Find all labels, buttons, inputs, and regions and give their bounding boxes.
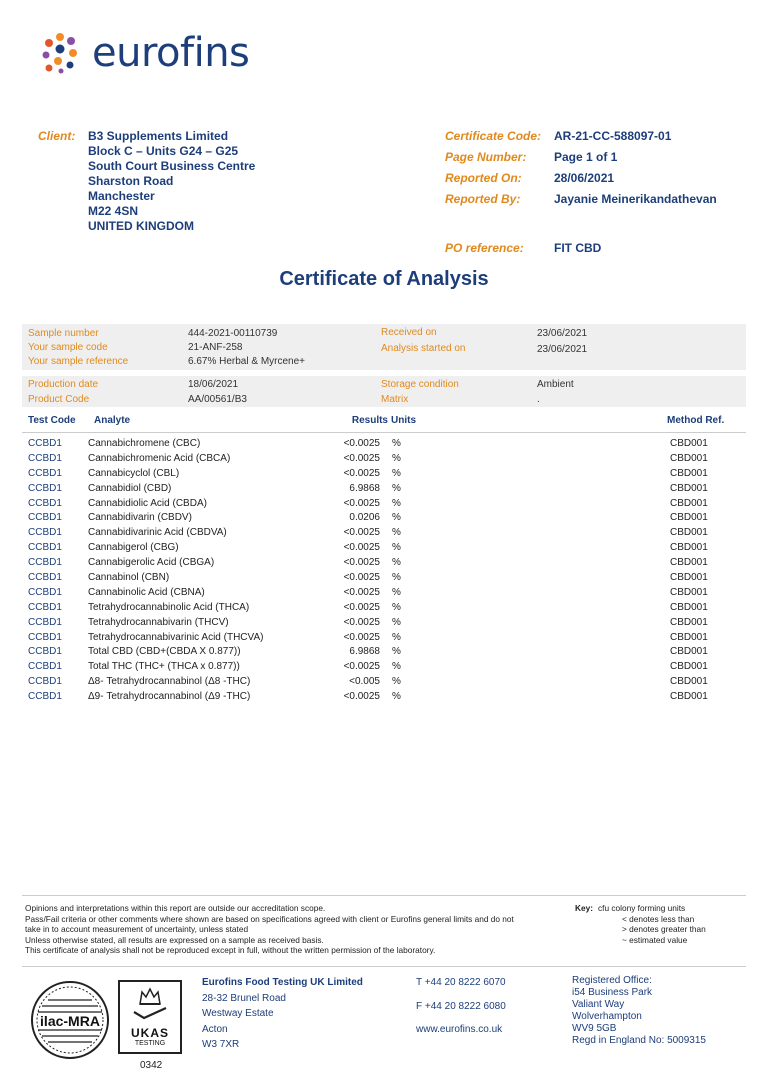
test-code-cell: CCBD1 <box>28 542 62 554</box>
analyte-cell: Cannabigerol (CBG) <box>88 542 179 554</box>
table-row <box>0 660 768 675</box>
unit-cell: % <box>392 467 401 479</box>
analyte-cell: Δ9- Tetrahydrocannabinol (Δ9 -THC) <box>88 691 251 703</box>
col-results: Results <box>351 415 388 426</box>
page-number: Page 1 of 1 <box>554 150 618 164</box>
result-cell: <0.0025 <box>343 497 380 509</box>
method-ref-cell: CBD001 <box>670 467 708 479</box>
table-row <box>0 586 768 601</box>
ilac-mra-text: ilac-MRA <box>40 1013 100 1029</box>
footer-note: Unless otherwise stated, all results are expressed on a sample as received basis. <box>25 934 324 945</box>
production-labels <box>28 378 98 407</box>
result-cell: <0.0025 <box>343 467 380 479</box>
client-line: Manchester <box>88 189 155 203</box>
footer-note: take in to account measurement of uncertainty, unless stated <box>25 924 249 935</box>
test-code-cell: CCBD1 <box>28 438 62 449</box>
unit-cell: % <box>392 542 401 554</box>
method-ref-cell: CBD001 <box>670 557 708 569</box>
sample-values <box>188 327 305 369</box>
analyte-cell: Cannabidivarin (CBDV) <box>88 512 192 524</box>
unit-cell: % <box>392 646 401 658</box>
client-label: Client: <box>38 129 76 143</box>
reported-on: 28/06/2021 <box>554 171 615 185</box>
result-cell: <0.005 <box>349 676 380 688</box>
result-cell: <0.0025 <box>343 661 380 673</box>
test-code-cell: CCBD1 <box>28 631 62 643</box>
analyte-cell: Total CBD (CBD+(CBDA X 0.877)) <box>88 646 241 658</box>
unit-cell: % <box>392 557 401 569</box>
col-units: Units <box>391 415 416 426</box>
method-ref-cell: CBD001 <box>670 631 708 643</box>
analyte-cell: Cannabigerolic Acid (CBGA) <box>88 557 215 569</box>
analyte-cell: Cannabicyclol (CBL) <box>88 467 180 479</box>
storage-condition: Ambient <box>537 379 574 390</box>
analyte-cell: Cannabinol (CBN) <box>88 572 170 584</box>
received-on: 23/06/2021 <box>537 328 588 339</box>
eurofins-logo-text: eurofins <box>92 30 250 76</box>
test-code-cell: CCBD1 <box>28 691 62 703</box>
analysis-started-label: Analysis started on <box>381 343 466 354</box>
po-reference-label: PO reference: <box>445 241 524 255</box>
table-row <box>0 556 768 571</box>
ukas-text: UKAS <box>130 1026 169 1040</box>
key-list <box>598 903 706 945</box>
unit-cell: % <box>392 572 401 584</box>
footer-divider-2 <box>22 966 746 967</box>
method-ref-cell: CBD001 <box>670 527 708 539</box>
registered-line: Registered Office: <box>572 975 652 986</box>
page-number-label: Page Number: <box>445 150 527 164</box>
analyte-cell: Total THC (THC+ (THCA x 0.877)) <box>88 661 240 673</box>
analyte-cell: Cannabinolic Acid (CBNA) <box>88 586 205 598</box>
col-analyte: Analyte <box>94 415 131 426</box>
result-cell: 0.0206 <box>349 512 380 524</box>
unit-cell: % <box>392 527 401 539</box>
reported-on-label: Reported On: <box>445 171 522 185</box>
test-code-cell: CCBD1 <box>28 452 62 464</box>
matrix: . <box>537 394 540 405</box>
production-values <box>188 378 247 407</box>
analyte-cell: Δ8- Tetrahydrocannabinol (Δ8 -THC) <box>88 676 251 688</box>
method-ref-cell: CBD001 <box>670 497 708 509</box>
company-line: Acton <box>202 1023 228 1035</box>
method-ref-cell: CBD001 <box>670 646 708 658</box>
table-row <box>0 690 768 705</box>
test-code-cell: CCBD1 <box>28 467 62 479</box>
table-row <box>0 482 768 497</box>
result-cell: 6.9868 <box>349 646 380 658</box>
ukas-number: 0342 <box>140 1060 163 1071</box>
unit-cell: % <box>392 452 401 464</box>
key-item: cfu colony forming units <box>598 903 686 913</box>
registered-line: WV9 5GB <box>572 1023 617 1034</box>
table-row <box>0 511 768 526</box>
unit-cell: % <box>392 601 401 613</box>
company-phone: T +44 20 8222 6070 <box>416 977 506 988</box>
registered-line: Wolverhampton <box>572 1011 642 1022</box>
document-title: Certificate of Analysis <box>279 268 489 290</box>
result-cell: <0.0025 <box>343 438 380 449</box>
footer-notes <box>25 903 575 956</box>
certificate-code: AR-21-CC-588097-01 <box>554 129 672 143</box>
sample-number: 444-2021-00110739 <box>188 328 278 339</box>
table-row <box>0 526 768 541</box>
test-code-cell: CCBD1 <box>28 616 62 628</box>
method-ref-cell: CBD001 <box>670 542 708 554</box>
analyte-cell: Cannabichromene (CBC) <box>88 438 201 449</box>
footer-divider <box>22 895 746 896</box>
company-name: Eurofins Food Testing UK Limited <box>202 977 363 988</box>
reported-by: Jayanie Meinerikandathevan <box>554 192 717 206</box>
certificate-code-label: Certificate Code: <box>445 129 542 143</box>
analysis-started: 23/06/2021 <box>537 344 588 355</box>
table-header-divider <box>22 432 746 433</box>
crown-icon <box>138 986 162 1006</box>
storage-labels <box>381 378 459 407</box>
ilac-mra-logo <box>28 978 112 1067</box>
col-test-code: Test Code <box>28 415 76 426</box>
method-ref-cell: CBD001 <box>670 572 708 584</box>
registered-line: Valiant Way <box>572 999 625 1010</box>
test-code-cell: CCBD1 <box>28 527 62 539</box>
test-code-cell: CCBD1 <box>28 601 62 613</box>
received-labels <box>381 326 466 356</box>
storage-condition-label: Storage condition <box>381 379 459 390</box>
unit-cell: % <box>392 616 401 628</box>
test-code-cell: CCBD1 <box>28 482 62 494</box>
company-line: W3 7XR <box>202 1039 240 1050</box>
analyte-cell: Cannabidivarinic Acid (CBDVA) <box>88 527 227 539</box>
method-ref-cell: CBD001 <box>670 661 708 673</box>
sample-code-label: Your sample code <box>28 342 108 353</box>
product-code-label: Product Code <box>28 394 90 405</box>
result-cell: <0.0025 <box>343 616 380 628</box>
results-table <box>0 437 768 705</box>
footer-note: This certificate of analysis shall not be reproduced except in full, without the written permission of the laboratory. <box>25 945 436 956</box>
registered-office <box>572 975 706 1047</box>
footer-note: Opinions and interpretations within this report are outside our accreditation scope. <box>25 903 326 913</box>
method-ref-cell: CBD001 <box>670 601 708 613</box>
analyte-cell: Tetrahydrocannabivarinic Acid (THCVA) <box>88 631 264 643</box>
method-ref-cell: CBD001 <box>670 482 708 494</box>
test-code-cell: CCBD1 <box>28 646 62 658</box>
key-item: < denotes less than <box>622 913 695 924</box>
method-ref-cell: CBD001 <box>670 586 708 598</box>
product-code: AA/00561/B3 <box>188 394 247 405</box>
unit-cell: % <box>392 497 401 509</box>
received-values <box>537 327 587 357</box>
unit-cell: % <box>392 631 401 643</box>
storage-values <box>537 378 574 407</box>
method-ref-cell: CBD001 <box>670 676 708 688</box>
company-website[interactable]: www.eurofins.co.uk <box>416 1024 503 1035</box>
result-cell: <0.0025 <box>343 452 380 464</box>
eurofins-logo-mark <box>40 32 84 74</box>
analyte-cell: Cannabichromenic Acid (CBCA) <box>88 452 231 464</box>
registered-line: Regd in England No: 5009315 <box>572 1035 706 1046</box>
production-date: 18/06/2021 <box>188 379 239 390</box>
company-address <box>202 975 363 1053</box>
result-cell: <0.0025 <box>343 586 380 598</box>
unit-cell: % <box>392 482 401 494</box>
sample-number-label: Sample number <box>28 328 99 339</box>
unit-cell: % <box>392 661 401 673</box>
analyte-cell: Tetrahydrocannabinolic Acid (THCA) <box>88 601 250 613</box>
unit-cell: % <box>392 586 401 598</box>
analyte-cell: Cannabidiolic Acid (CBDA) <box>88 497 207 509</box>
reported-by-label: Reported By: <box>445 192 521 206</box>
result-cell: 6.9868 <box>349 482 380 494</box>
table-row <box>0 631 768 646</box>
sample-reference-label: Your sample reference <box>28 356 129 367</box>
test-code-cell: CCBD1 <box>28 557 62 569</box>
ukas-logo <box>118 980 182 1054</box>
company-line: Westway Estate <box>202 1008 274 1019</box>
table-row <box>0 601 768 616</box>
company-fax: F +44 20 8222 6080 <box>416 1001 506 1012</box>
result-cell: <0.0025 <box>343 527 380 539</box>
method-ref-cell: CBD001 <box>670 452 708 464</box>
footer-note: Pass/Fail criteria or other comments where shown are based on specifications agreed with client or Eurofins general limits and do not <box>25 913 514 924</box>
result-cell: <0.0025 <box>343 557 380 569</box>
client-line: Sharston Road <box>88 174 174 188</box>
method-ref-cell: CBD001 <box>670 691 708 703</box>
sample-labels <box>28 327 128 369</box>
client-line: Block C – Units G24 – G25 <box>88 144 239 158</box>
key-label: Key: <box>575 903 593 913</box>
company-line: 28-32 Brunel Road <box>202 992 286 1004</box>
production-date-label: Production date <box>28 379 99 390</box>
client-line: B3 Supplements Limited <box>88 129 229 143</box>
table-row <box>0 437 768 452</box>
unit-cell: % <box>392 512 401 524</box>
analyte-cell: Tetrahydrocannabivarin (THCV) <box>88 616 229 628</box>
test-code-cell: CCBD1 <box>28 676 62 688</box>
client-line: UNITED KINGDOM <box>88 219 194 233</box>
col-method-ref: Method Ref. <box>667 415 725 426</box>
result-cell: <0.0025 <box>343 572 380 584</box>
table-row <box>0 452 768 467</box>
result-cell: <0.0025 <box>343 691 380 703</box>
tick-icon <box>130 1006 170 1020</box>
test-code-cell: CCBD1 <box>28 572 62 584</box>
table-row <box>0 467 768 482</box>
unit-cell: % <box>392 691 401 703</box>
table-row <box>0 497 768 512</box>
sample-reference: 6.67% Herbal & Myrcene+ <box>188 356 306 367</box>
received-on-label: Received on <box>381 327 437 338</box>
matrix-label: Matrix <box>381 394 409 405</box>
method-ref-cell: CBD001 <box>670 512 708 524</box>
result-cell: <0.0025 <box>343 542 380 554</box>
key-item: ~ estimated value <box>622 934 688 945</box>
client-line: South Court Business Centre <box>88 159 256 173</box>
method-ref-cell: CBD001 <box>670 438 708 449</box>
test-code-cell: CCBD1 <box>28 586 62 598</box>
test-code-cell: CCBD1 <box>28 512 62 524</box>
result-cell: <0.0025 <box>343 631 380 643</box>
ukas-subtext: TESTING <box>134 1040 166 1047</box>
unit-cell: % <box>392 676 401 688</box>
po-reference: FIT CBD <box>554 241 602 255</box>
analyte-cell: Cannabidiol (CBD) <box>88 482 172 494</box>
table-row <box>0 571 768 586</box>
registered-line: i54 Business Park <box>572 987 653 998</box>
key-item: > denotes greater than <box>622 924 706 935</box>
result-cell: <0.0025 <box>343 601 380 613</box>
table-row <box>0 616 768 631</box>
client-line: M22 4SN <box>88 204 139 218</box>
test-code-cell: CCBD1 <box>28 497 62 509</box>
sample-code: 21-ANF-258 <box>188 342 243 353</box>
unit-cell: % <box>392 438 401 449</box>
test-code-cell: CCBD1 <box>28 661 62 673</box>
table-row <box>0 541 768 556</box>
table-row <box>0 675 768 690</box>
table-row <box>0 645 768 660</box>
client-address <box>88 129 255 234</box>
method-ref-cell: CBD001 <box>670 616 708 628</box>
